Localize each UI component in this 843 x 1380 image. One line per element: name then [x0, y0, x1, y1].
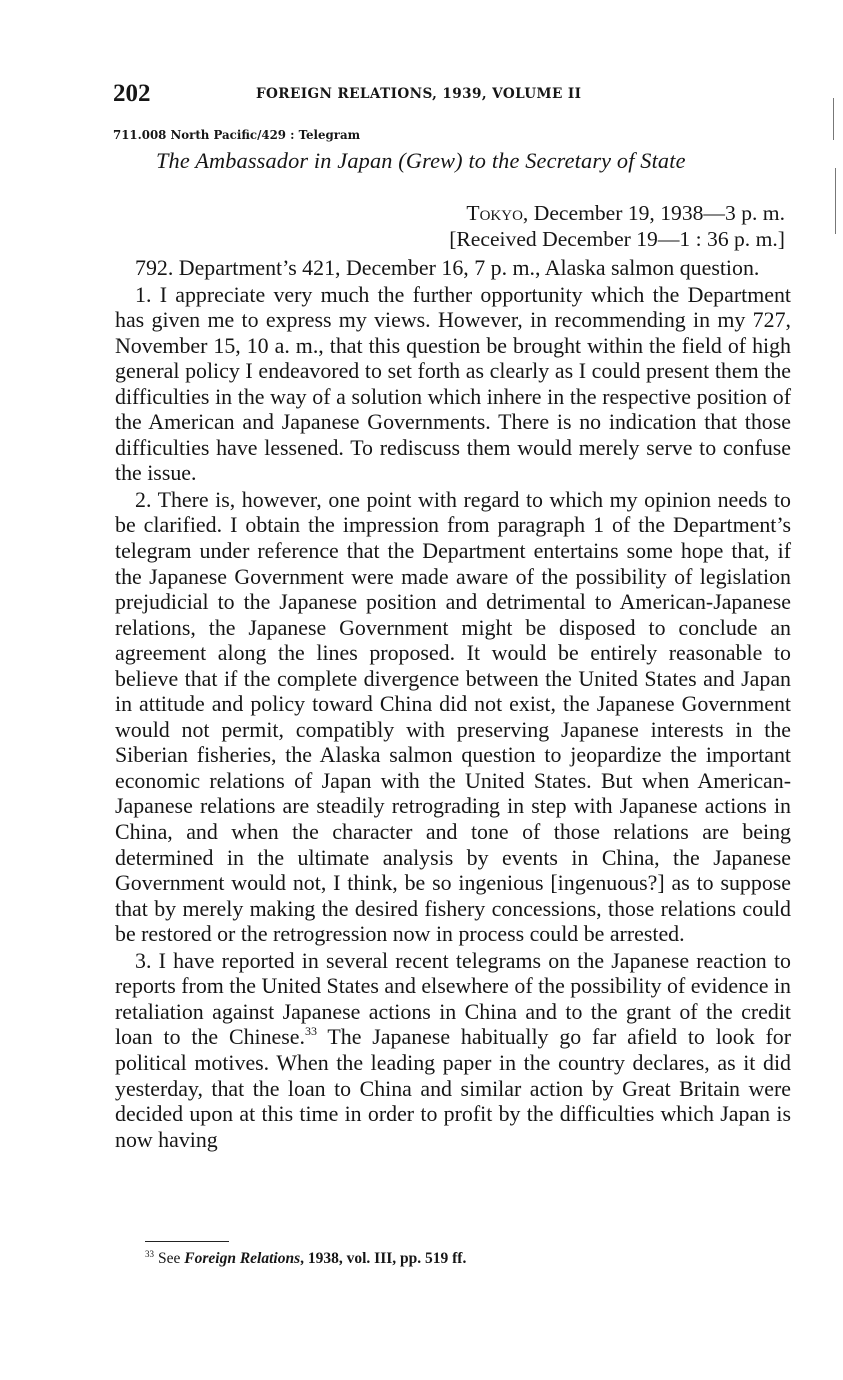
- footnote: [145, 1249, 466, 1268]
- dateline-place: Tokyo: [466, 201, 523, 225]
- paragraph-3: [115, 948, 791, 1152]
- footnote-prefix: See: [158, 1250, 185, 1267]
- paragraph-2: 2. There is, however, one point with regard to which my opinion needs to be clarified. I obtain the impression from paragraph 1 of the Department’s telegram under reference that the Department entertains some hope that, if the Japanese Government were made aware of the possibility of legislation prejudicial to the Japanese position and detrimental to American-Japanese relations, the Japanese Government might be disposed to conclude an agreement along the lines proposed. It would be entirely reasonable to believe that if the complete divergence between the United States and Japan in attitude and policy toward China did not exist, the Japanese Government would not permit, compatibly with preserving Japanese interests in the Siberian fisheries, the Alaska salmon question to jeopardize the important economic relations of Japan with the United States. But when American-Japanese relations are steadily retrograding in step with Japanese actions in China, and when the character and tone of those relations are being determined in the ultimate analysis by events in China, the Japanese Government would not, I think, be so ingenious [ingenuous?] as to suppose that by merely making the desired fishery concessions, those relations could be restored or the retrogression now in process could be arrested.: [115, 486, 791, 947]
- scan-edge-mark: [833, 98, 834, 140]
- dateline-received: [Received December 19—1 : 36 p. m.]: [449, 227, 785, 251]
- paragraph-intro: 792. Department’s 421, December 16, 7 p. m., Alaska salmon question.: [135, 255, 760, 280]
- footnote-citation: , 1938, vol. III, pp. 519 ff.: [300, 1250, 467, 1267]
- scan-edge-mark: [835, 168, 836, 234]
- page-number: 202: [113, 80, 151, 107]
- dateline-sent: [449, 200, 785, 226]
- paragraph-3-text-a: 3. I have reported in several recent telegrams on the Japanese reaction to reports from the United States and elsewhere of the possibility of evidence in retaliation against Japanese actions in China and to the grant of the credit loan to the Chinese.: [115, 947, 791, 1050]
- paragraph-3-text-b: The Japanese habitually go far afield to look for political motives. When the leading paper in the country declares, as it did yesterday, that the loan to China and similar action by Great Britain were decided upon at this time in order to profit by the difficulties which Japan is now having: [115, 1024, 792, 1152]
- document-heading: The Ambassador in Japan (Grew) to the Secretary of State: [156, 148, 686, 173]
- telegram-body: [115, 255, 791, 1153]
- running-title: FOREIGN RELATIONS, 1939, VOLUME II: [256, 86, 582, 102]
- footnote-reference: 33: [304, 1024, 317, 1039]
- footnote-rule: [145, 1241, 229, 1242]
- dateline-date: , December 19, 1938—3 p. m.: [522, 201, 785, 225]
- dateline: [449, 200, 785, 252]
- paragraph-1: 1. I appreciate very much the further opportunity which the Department has given me to express my views. However, in recommending in my 727, November 15, 10 a. m., that this question be brought within the field of high general policy I endeavored to set forth as clearly as I could present them the difficulties in the way of a solution which inhere in the respective position of the American and Japanese Governments. There is no indication that those difficulties have lessened. To rediscuss them would merely serve to confuse the issue.: [115, 281, 791, 486]
- running-head: [113, 78, 793, 112]
- footnote-source: Foreign Relations: [184, 1250, 301, 1267]
- file-reference: 711.008 North Pacific/429 : Telegram: [113, 128, 361, 142]
- footnote-mark: 33: [145, 1249, 154, 1259]
